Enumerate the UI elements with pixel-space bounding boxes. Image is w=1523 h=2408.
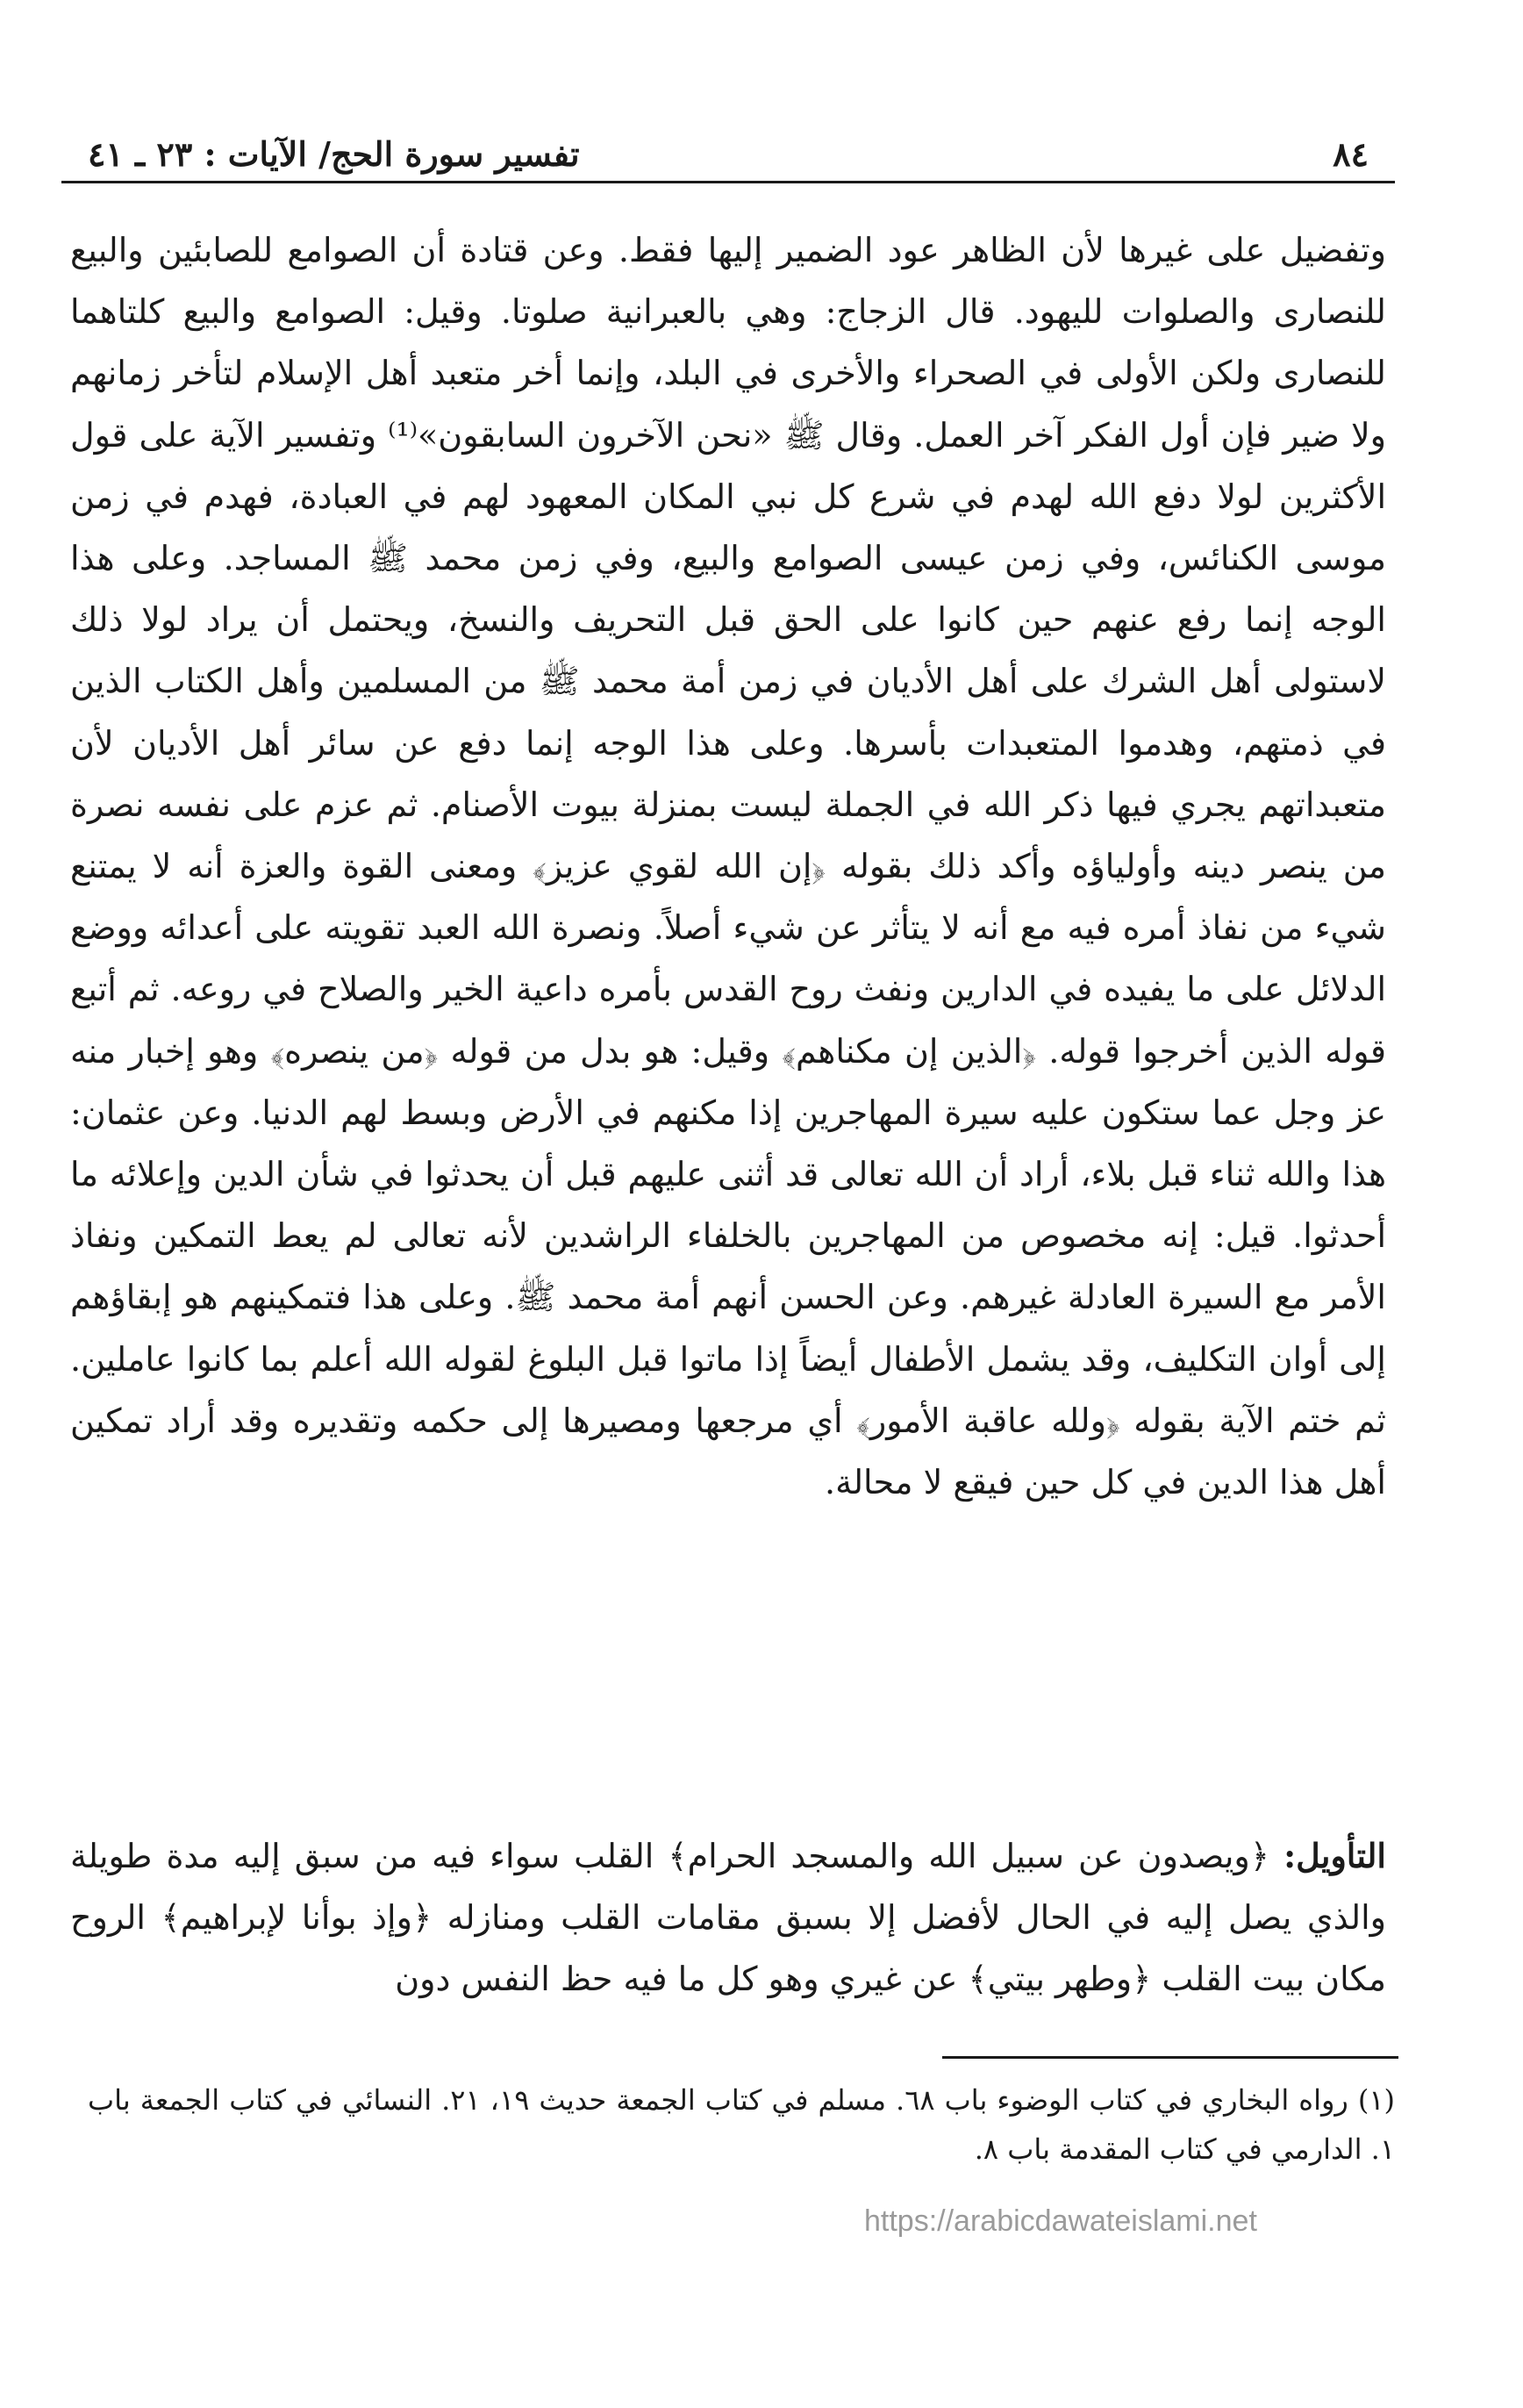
taweel-heading: التأويل: — [1283, 1836, 1386, 1875]
running-title: تفسير سورة الحج/ الآيات : ٢٣ ـ ٤١ — [88, 134, 580, 174]
taweel-section — [70, 1825, 1386, 2010]
taweel-paragraph — [70, 1825, 1386, 2010]
main-text — [70, 219, 1386, 1513]
watermark-url: https://arabicdawateislami.net — [864, 2204, 1257, 2238]
footnote-text: (١) رواه البخاري في كتاب الوضوء باب ٦٨. مسلم في كتاب الجمعة حديث ١٩، ٢١. النسائي في كتاب الجمعة باب ١. الدارمي في كتاب المقدمة باب ٨. — [88, 2083, 1396, 2166]
main-paragraph: وتفضيل على غيرها لأن الظاهر عود الضمير إليها فقط. وعن قتادة أن الصوامع للصابئين والبيع للنصارى والصلوات لليهود. قال الزجاج: وهي بالعبرانية صلوتا. وقيل: الصوامع والبيع كلتاهما للنصارى ولكن الأولى في الصحراء والأخرى في البلد، وإنما أخر متعبد أهل الإسلام لتأخر زمانهم ولا ضير فإن أول الفكر آخر العمل. وقال ﷺ «نحن الآخرون السابقون»⁽¹⁾ وتفسير الآية على قول الأكثرين لولا دفع الله لهدم في شرع كل نبي المكان المعهود لهم في العبادة، فهدم في زمن موسى الكنائس، وفي زمن عيسى الصوامع والبيع، وفي زمن محمد ﷺ المساجد. وعلى هذا الوجه إنما رفع عنهم حين كانوا على الحق قبل التحريف والنسخ، ويحتمل أن يراد لولا ذلك لاستولى أهل الشرك على أهل الأديان في زمن أمة محمد ﷺ من المسلمين وأهل الكتاب الذين في ذمتهم، وهدموا المتعبدات بأسرها. وعلى هذا الوجه إنما دفع عن سائر أهل الأديان لأن متعبداتهم يجري فيها ذكر الله في الجملة ليست بمنزلة بيوت الأصنام. ثم عزم على نفسه نصرة من ينصر دينه وأولياؤه وأكد ذلك بقوله ﴿إن الله لقوي عزيز﴾ ومعنى القوة والعزة أنه لا يمتنع شيء من نفاذ أمره فيه مع أنه لا يتأثر عن شيء أصلاً. ونصرة الله العبد تقويته على أعدائه ووضع الدلائل على ما يفيده في الدارين ونفث روح القدس بأمره داعية الخير والصلاح في روعه. ثم أتبع قوله الذين أخرجوا قوله. ﴿الذين إن مكناهم﴾ وقيل: هو بدل من قوله ﴿من ينصره﴾ وهو إخبار منه عز وجل عما ستكون عليه سيرة المهاجرين إذا مكنهم في الأرض وبسط لهم الدنيا. وعن عثمان: هذا والله ثناء قبل بلاء، أراد أن الله تعالى قد أثنى عليهم قبل أن يحدثوا في شأن الدين وإعلائه ما أحدثوا. قيل: إنه مخصوص من المهاجرين بالخلفاء الراشدين لأنه تعالى لم يعط التمكين ونفاذ الأمر مع السيرة العادلة غيرهم. وعن الحسن أنهم أمة محمد ﷺ. وعلى هذا فتمكينهم هو إبقاؤهم إلى أوان التكليف، وقد يشمل الأطفال أيضاً إذا ماتوا قبل البلوغ لقوله الله أعلم بما كانوا عاملين. ثم ختم الآية بقوله ﴿ولله عاقبة الأمور﴾ أي مرجعها ومصيرها إلى حكمه وتقديره وقد أراد تمكين أهل هذا الدين في كل حين فيقع لا محالة. — [70, 231, 1386, 1502]
taweel-text: ﴿ويصدون عن سبيل الله والمسجد الحرام﴾ القلب سواء فيه من سبق إليه مدة طويلة والذي يصل إليه في الحال لأفضل إلا بسبق مقامات القلب ومنازله ﴿وإذ بوأنا لإبراهيم﴾ الروح مكان بيت القلب ﴿وطهر بيتي﴾ عن غيري وهو كل ما فيه حظ النفس دون — [70, 1837, 1386, 1998]
footnote — [88, 2075, 1395, 2174]
footnote-separator — [942, 2056, 1398, 2059]
page-header — [61, 132, 1395, 183]
page-number: ٨٤ — [1333, 134, 1369, 174]
